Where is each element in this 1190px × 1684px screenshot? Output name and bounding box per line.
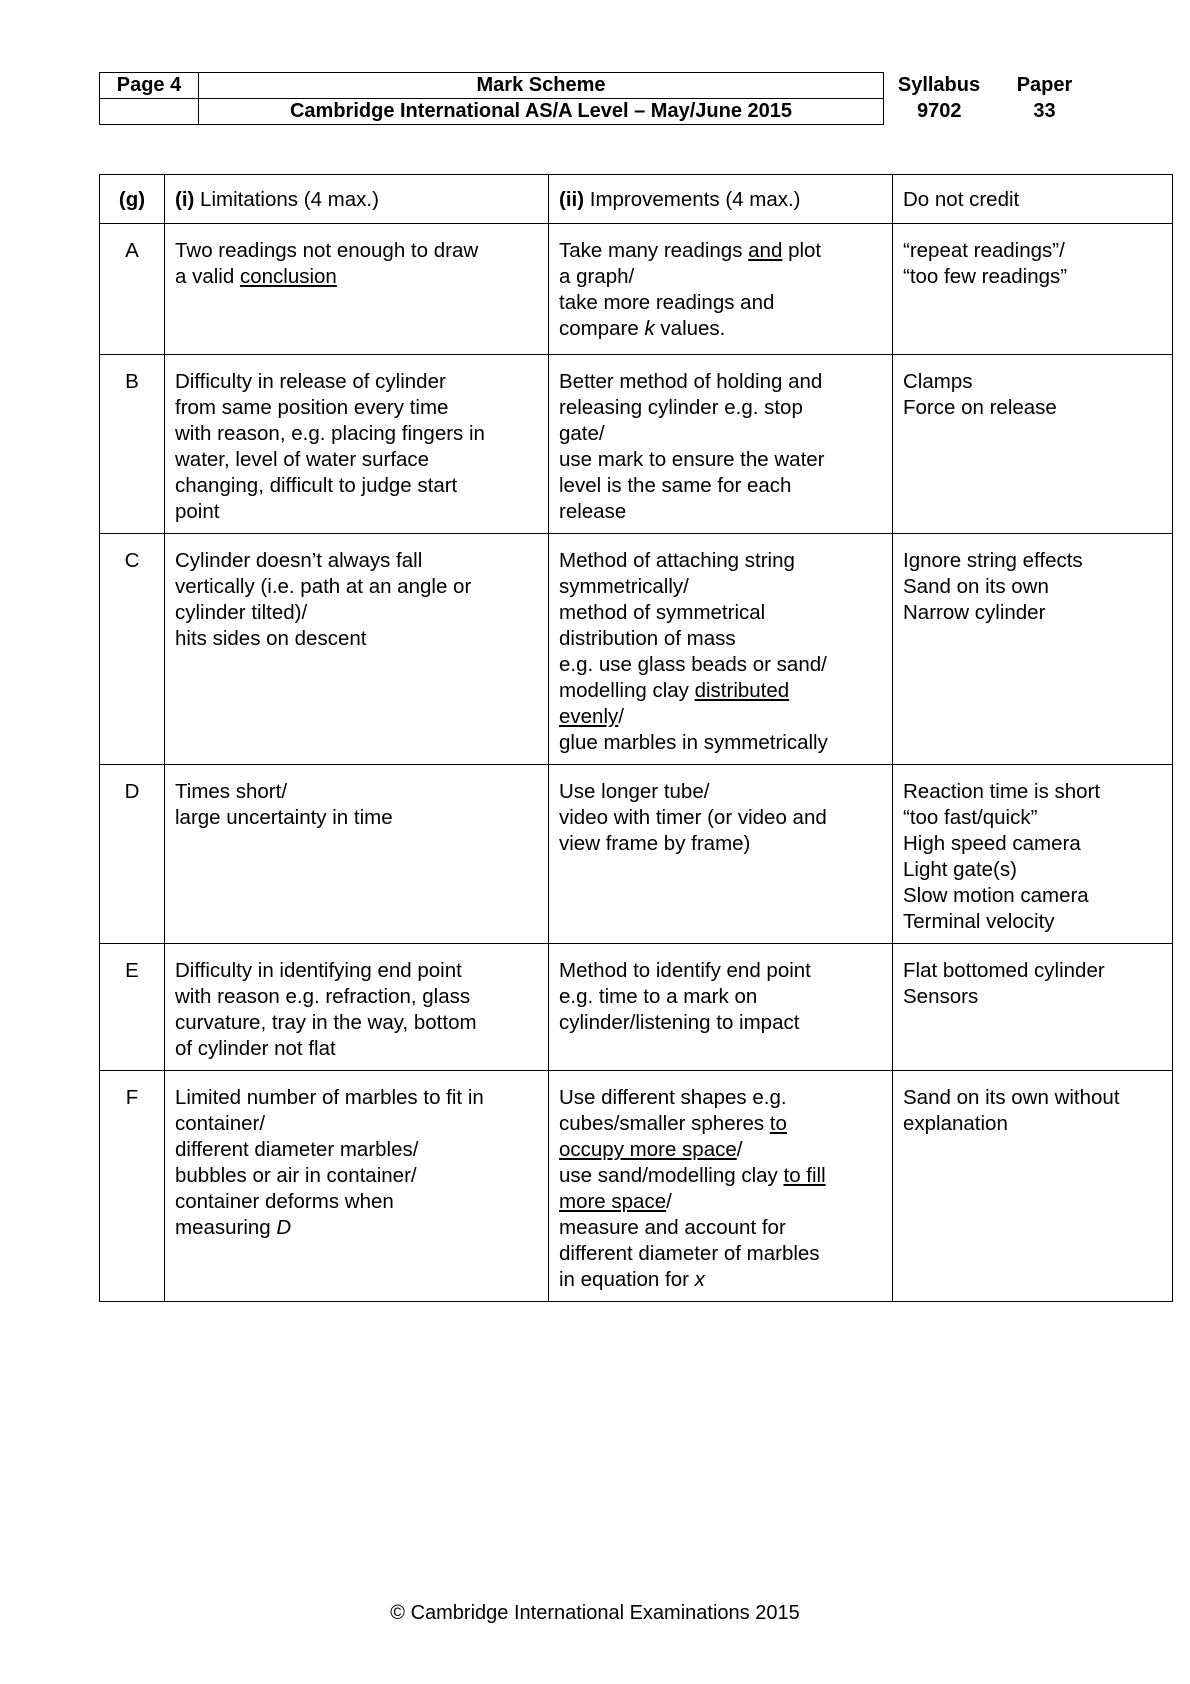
text-line: bubbles or air in container/ [175,1164,417,1187]
text-line [559,1137,882,1163]
underlined-text: distributed [694,679,790,702]
text-segment: use sand/modelling clay [559,1164,784,1187]
text-segment: in equation for [559,1268,695,1291]
text-segment: / [618,705,624,728]
text-line: distribution of mass [559,627,736,650]
text-line [559,316,882,342]
text-line: vertically (i.e. path at an angle or [175,575,472,598]
limitations-cell [165,765,549,944]
text-line: Use different shapes e.g. [559,1086,787,1109]
page-number-blank [100,99,199,125]
limitations-cell [165,355,549,534]
text-line: level is the same for each [559,474,792,497]
do-not-credit-cell [893,534,1173,765]
table-row [100,1071,1173,1302]
text-line: large uncertainty in time [175,806,393,829]
text-segment: Take many readings [559,239,749,262]
text-segment: / [666,1190,672,1213]
do-not-credit-cell [893,765,1173,944]
text-line [559,678,882,704]
text-line: explanation [903,1112,1008,1135]
text-line: “repeat readings”/ [903,239,1065,262]
table-row [100,534,1173,765]
mark-scheme-table [99,174,1173,1302]
text-line: releasing cylinder e.g. stop [559,396,803,419]
text-line: changing, difficult to judge start [175,474,458,497]
paper-value: 33 [1033,100,1056,122]
text-line: Cylinder doesn’t always fall [175,549,423,572]
text-segment: compare [559,317,645,340]
copyright-footer: © Cambridge International Examinations 2015 [390,1602,800,1624]
text-line: Slow motion camera [903,884,1089,907]
text-segment: modelling clay [559,679,695,702]
header-improvements-prefix: (ii) [559,188,585,211]
text-line: Ignore string effects [903,549,1083,572]
text-segment: plot [782,239,822,262]
text-line: Reaction time is short [903,780,1101,803]
text-line [559,704,882,730]
text-line: e.g. time to a mark on [559,985,758,1008]
text-line: Two readings not enough to draw [175,239,479,262]
text-line: gate/ [559,422,605,445]
text-line [559,1189,882,1215]
page-header [99,72,1095,125]
underlined-text: more space [559,1190,667,1213]
text-line: Use longer tube/ [559,780,710,803]
text-line [559,238,882,264]
page-number: Page 4 [100,73,199,99]
text-line: symmetrically/ [559,575,689,598]
header-improvements [549,175,893,224]
limitations-cell [165,224,549,355]
text-line: Terminal velocity [903,910,1055,933]
text-segment: values. [654,317,726,340]
underlined-text: and [748,239,783,262]
row-id: D [100,765,165,944]
text-line: container/ [175,1112,266,1135]
do-not-credit-cell [893,224,1173,355]
italic-symbol: x [694,1268,705,1291]
text-line: “too few readings” [903,265,1068,288]
underlined-text: occupy more space [559,1138,737,1161]
text-line [559,1267,882,1293]
row-id: E [100,944,165,1071]
text-line: view frame by frame) [559,832,751,855]
text-line: with reason, e.g. placing fingers in [175,422,485,445]
improvements-cell [549,224,893,355]
text-line: from same position every time [175,396,449,419]
limitations-cell [165,1071,549,1302]
text-segment: measuring [175,1216,277,1239]
text-line: Difficulty in identifying end point [175,959,462,982]
text-line: of cylinder not flat [175,1037,336,1060]
text-line: Flat bottomed cylinder [903,959,1105,982]
underlined-text: conclusion [239,265,337,288]
text-line: Sand on its own without [903,1086,1120,1109]
syllabus-value: 9702 [917,100,962,122]
text-line: Narrow cylinder [903,601,1046,624]
text-line: water, level of water surface [175,448,430,471]
table-row [100,224,1173,355]
text-line: with reason e.g. refraction, glass [175,985,471,1008]
text-line: cylinder/listening to impact [559,1011,800,1034]
text-line [175,264,538,290]
improvements-cell [549,765,893,944]
row-id: A [100,224,165,355]
text-line [175,1215,538,1241]
table-row [100,765,1173,944]
text-line: use mark to ensure the water [559,448,825,471]
text-line: Difficulty in release of cylinder [175,370,446,393]
text-line: release [559,500,627,523]
header-limitations-text: Limitations (4 max.) [194,188,379,211]
text-line: curvature, tray in the way, bottom [175,1011,477,1034]
text-line: Light gate(s) [903,858,1017,881]
text-line: different diameter marbles/ [175,1138,419,1161]
text-line: point [175,500,220,523]
improvements-cell [549,1071,893,1302]
underlined-text: to fill [783,1164,826,1187]
document-subtitle: Cambridge International AS/A Level – May/June 2015 [199,99,884,125]
text-line: Clamps [903,370,973,393]
table-row [100,944,1173,1071]
header-limitations [165,175,549,224]
header-do-not-credit: Do not credit [893,175,1173,224]
text-line: Better method of holding and [559,370,823,393]
text-line: e.g. use glass beads or sand/ [559,653,827,676]
text-segment: / [736,1138,743,1161]
text-line: different diameter of marbles [559,1242,820,1265]
row-id: B [100,355,165,534]
paper-label: Paper [1016,74,1073,96]
text-line: measure and account for [559,1216,786,1239]
text-segment: cubes/smaller spheres [559,1112,770,1135]
underlined-text: to [769,1112,787,1135]
italic-symbol: D [276,1216,292,1239]
text-line: method of symmetrical [559,601,766,624]
document-title: Mark Scheme [199,73,884,99]
limitations-cell [165,534,549,765]
text-line: Method to identify end point [559,959,811,982]
header-improvements-text: Improvements (4 max.) [584,188,801,211]
text-line: glue marbles in symmetrically [559,731,828,754]
table-header-row [100,175,1173,224]
limitations-cell [165,944,549,1071]
text-line: cylinder tilted)/ [175,601,308,624]
do-not-credit-cell [893,355,1173,534]
improvements-cell [549,534,893,765]
text-line: hits sides on descent [175,627,367,650]
text-line: Limited number of marbles to fit in [175,1086,484,1109]
text-line: a graph/ [559,265,635,288]
improvements-cell [549,944,893,1071]
text-line: Method of attaching string [559,549,795,572]
text-line: Sensors [903,985,979,1008]
text-line: Force on release [903,396,1057,419]
syllabus-label: Syllabus [897,74,981,96]
text-line: take more readings and [559,291,775,314]
text-line: Times short/ [175,780,288,803]
underlined-text: evenly [559,705,619,728]
row-id: C [100,534,165,765]
text-line [559,1111,882,1137]
row-id: F [100,1071,165,1302]
italic-symbol: k [644,317,655,340]
text-line: High speed camera [903,832,1081,855]
text-line [559,1163,882,1189]
do-not-credit-cell [893,1071,1173,1302]
table-row [100,355,1173,534]
improvements-cell [549,355,893,534]
text-line: video with timer (or video and [559,806,827,829]
do-not-credit-cell [893,944,1173,1071]
text-segment: a valid [175,265,240,288]
text-line: “too fast/quick” [903,806,1038,829]
header-limitations-prefix: (i) [175,188,195,211]
text-line: Sand on its own [903,575,1049,598]
text-line: container deforms when [175,1190,394,1213]
header-g: (g) [100,175,165,224]
